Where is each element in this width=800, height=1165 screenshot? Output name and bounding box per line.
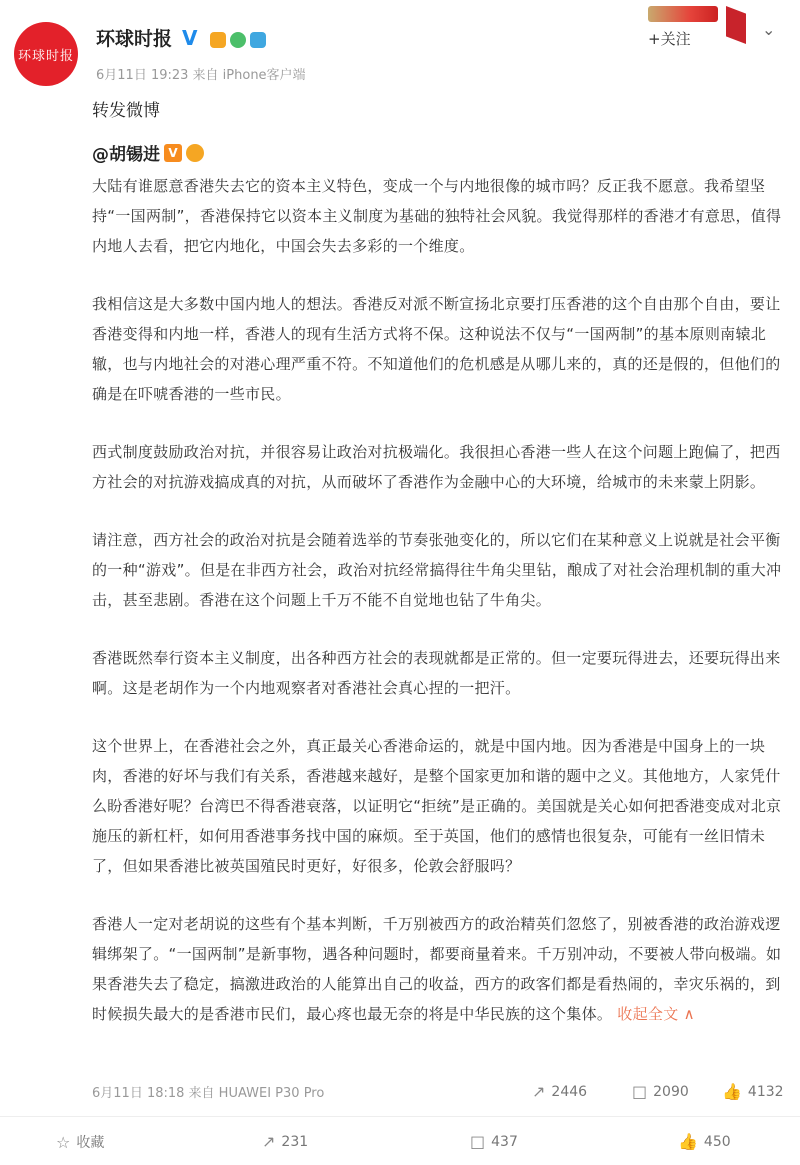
post-paragraph: 大陆有谁愿意香港失去它的资本主义特色，变成一个与内地很像的城市吗？反正我不愿意。我希望坚持“一国两制”，香港保持它以资本主义制度为基础的独特社会风貌。我觉得那样的香港才有意思，值得内地人去看，把它内地化，中国会失去多彩的一个维度。	[92, 177, 782, 255]
account-badges	[210, 32, 266, 48]
action-bar	[0, 1126, 800, 1160]
divider	[0, 1116, 800, 1117]
original-comment-button[interactable]	[632, 1082, 689, 1101]
post-paragraph-last	[92, 909, 792, 1029]
post-paragraph: 这个世界上，在香港社会之外，真正最关心香港命运的，就是中国内地。因为香港是中国身上的一块肉，香港的好坏与我们有关系，香港越来越好，是整个国家更加和谐的题中之义。其他地方，人家凭什么盼香港好呢？台湾巴不得香港衰落，以证明它“拒统”是正确的。美国就是关心如何把香港变成对北京施压的新杠杆，如何用香港事务找中国的麻烦。至于英国，他们的感情也很复杂，可能有一丝旧情未了，但如果香港比被英国殖民时更好，好很多，伦敦会舒服吗？	[92, 737, 782, 875]
favorite-button[interactable]	[56, 1132, 104, 1152]
original-repost-button[interactable]	[532, 1082, 587, 1101]
chevron-down-icon[interactable]: ⌄	[762, 20, 776, 39]
post-paragraph: 请注意，西方社会的政治对抗是会随着选举的节奏张弛变化的，所以它们在某种意义上说就是社会平衡的一种“游戏”。但是在非西方社会，政治对抗经常搞得往牛角尖里钻，酿成了对社会治理机制的重大冲击，甚至悲剧。香港在这个问题上千万不能不自觉地也钻了牛角尖。	[92, 531, 782, 609]
repost-icon: ↗	[262, 1132, 276, 1151]
collapse-button[interactable]: 收起全文 ∧	[617, 1005, 695, 1023]
post-paragraph: 西式制度鼓励政治对抗，并很容易让政治对抗极端化。我很担心香港一些人在这个问题上跑偏了，把西方社会的对抗游戏搞成真的对抗，从而破坏了香港作为金融中心的大环境，给城市的未来蒙上阴影。	[92, 443, 781, 491]
verified-icon: V	[164, 144, 182, 162]
comment-button[interactable]	[470, 1132, 518, 1151]
like-icon: 👍	[678, 1132, 698, 1151]
decor-banner	[648, 6, 718, 22]
post-meta: 6月11日 19:23 来自 iPhone客户端	[96, 68, 306, 83]
repost-text: 转发微博	[92, 101, 160, 121]
vip-badge-icon	[210, 32, 226, 48]
account-name[interactable]: 环球时报	[96, 28, 173, 50]
star-icon: ☆	[56, 1132, 71, 1152]
verified-icon: V	[182, 26, 198, 50]
original-time-source: 6月11日 18:18 来自 HUAWEI P30 Pro	[92, 1086, 325, 1101]
member-badge-icon	[230, 32, 246, 48]
original-like-button[interactable]	[722, 1082, 784, 1101]
flag-icon	[726, 6, 746, 44]
like-button[interactable]	[678, 1132, 731, 1151]
post-paragraph: 我相信这是大多数中国内地人的想法。香港反对派不断宣扬北京要打压香港的这个自由那个自由，要让香港变得和内地一样，香港人的现有生活方式将不保。这种说法不仅与“一国两制”的基本原则南辕北辙，也与内地社会的对港心理严重不符。不知道他们的危机感是从哪儿来的，真的还是假的，但他们的确是在吓唬香港的一些市民。	[92, 295, 781, 403]
comment-count: 437	[491, 1133, 518, 1150]
level-badge-icon	[250, 32, 266, 48]
original-post-footer	[92, 1082, 782, 1106]
comment-count: 2090	[653, 1083, 689, 1100]
original-post	[92, 140, 792, 1029]
follow-button[interactable]: +关注	[648, 30, 691, 48]
comment-icon: □	[632, 1082, 648, 1101]
original-author-row	[92, 140, 792, 165]
post-paragraph-text: 香港人一定对老胡说的这些有个基本判断，千万别被西方的政治精英们忽悠了，别被香港的政治游戏逻辑绑架了。“一国两制”是新事物，遇各种问题时，都要商量着来。千万别冲动，不要被人带向极端。如果香港失去了稳定，搞激进政治的人能算出自己的收益，西方的政客们都是看热闹的，幸灾乐祸的，到时候损失最大的是香港市民们，最心疼也最无奈的将是中华民族的这个集体。	[92, 915, 782, 1023]
repost-icon: ↗	[532, 1082, 546, 1101]
favorite-label: 收藏	[76, 1135, 105, 1151]
repost-button[interactable]	[262, 1132, 308, 1151]
repost-count: 2446	[551, 1083, 588, 1100]
like-count: 450	[703, 1133, 731, 1150]
post-paragraph: 香港既然奉行资本主义制度，出各种西方社会的表现就都是正常的。但一定要玩得进去，还要玩得出来啊。这是老胡作为一个内地观察者对香港社会真心捏的一把汗。	[92, 649, 781, 697]
repost-count: 231	[281, 1133, 309, 1150]
avatar[interactable]	[14, 22, 78, 86]
like-icon: 👍	[722, 1082, 742, 1101]
original-author[interactable]: @胡锡进	[92, 145, 160, 165]
vip-badge-icon	[186, 144, 204, 162]
avatar-text: 环球时报	[17, 48, 74, 64]
comment-icon: □	[470, 1132, 486, 1151]
like-count: 4132	[747, 1083, 784, 1100]
